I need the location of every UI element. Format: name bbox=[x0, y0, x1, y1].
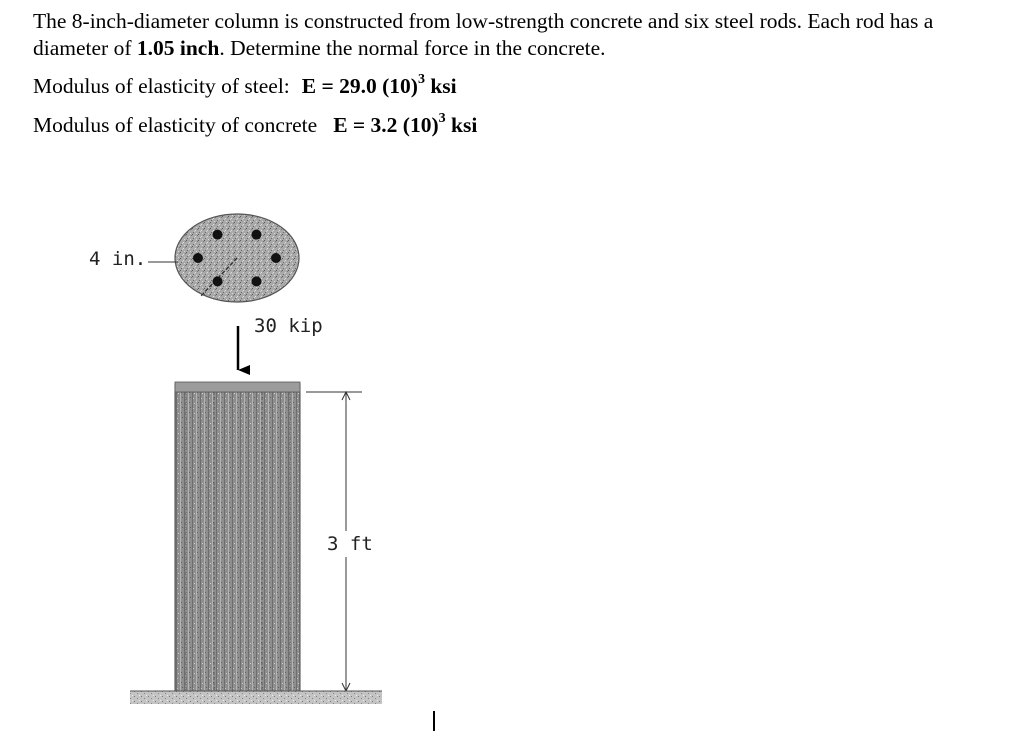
modulus-steel-unit: ksi bbox=[430, 74, 457, 99]
steel-rod bbox=[213, 230, 223, 240]
problem-text-part1: The 8-inch-diameter column is constructed from low-strength concrete and six steel rods. Each rod has a diameter of bbox=[33, 9, 934, 60]
steel-rod bbox=[213, 276, 223, 286]
modulus-steel-value: E = 29.0 (10) bbox=[301, 74, 418, 99]
modulus-concrete-value: E = 3.2 (10) bbox=[333, 113, 439, 138]
text-cursor bbox=[433, 711, 435, 731]
steel-rod bbox=[271, 253, 281, 263]
radius-label: 4 in. bbox=[89, 248, 147, 270]
ground bbox=[130, 691, 382, 704]
column-body bbox=[175, 384, 300, 692]
column-top bbox=[175, 382, 300, 392]
steel-rod bbox=[252, 230, 262, 240]
steel-rod bbox=[193, 253, 203, 263]
modulus-concrete-unit: ksi bbox=[451, 113, 478, 138]
cross-section bbox=[148, 214, 299, 302]
modulus-concrete-exponent: 3 bbox=[438, 111, 446, 126]
modulus-concrete-label: Modulus of elasticity of concrete bbox=[33, 113, 318, 138]
column-elevation bbox=[175, 382, 300, 692]
modulus-steel-exponent: 3 bbox=[417, 72, 425, 87]
length-label: 3 ft bbox=[327, 533, 373, 555]
load-label: 30 kip bbox=[254, 315, 323, 337]
problem-text-part2: . Determine the normal force in the concrete. bbox=[219, 36, 606, 60]
steel-rod bbox=[252, 276, 262, 286]
rod-diameter: 1.05 inch bbox=[136, 36, 220, 60]
modulus-steel-label: Modulus of elasticity of steel: bbox=[33, 74, 290, 99]
